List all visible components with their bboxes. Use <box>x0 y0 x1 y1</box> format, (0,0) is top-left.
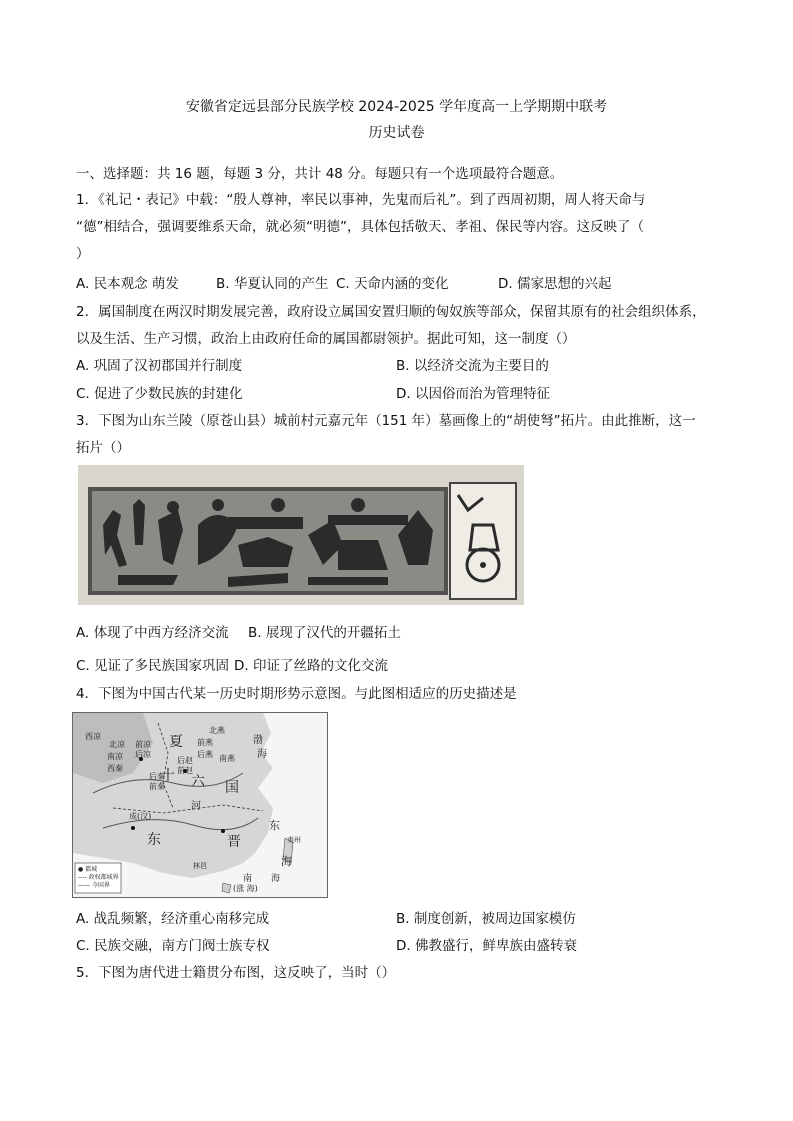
map-legend-capital: ● 都城 <box>78 866 98 873</box>
map-label-guo: 国 <box>225 780 239 796</box>
q5-line-1: 5．下图为唐代进士籍贯分布图，这反映了，当时（） <box>76 965 396 981</box>
map-label-nanhai-sea: 海 <box>271 874 281 884</box>
map-label-beiliang: 北凉 <box>109 740 125 749</box>
map-label-houyan: 后燕 <box>197 750 213 759</box>
q2-option-b: B. 以经济交流为主要目的 <box>396 358 549 374</box>
q1-line-2: “德”相结合，强调要维系天命，就必须“明德”，具体包括敬天、孝祖、保民等内容。这反映了（ <box>76 219 644 235</box>
map-legend-national-border: —— 今国界 <box>78 882 110 889</box>
q4-option-a: A. 战乱频繁，经济重心南移完成 <box>76 911 270 927</box>
q4-option-b: B. 制度创新，被周边国家模仿 <box>396 911 576 927</box>
exam-subtitle: 历史试卷 <box>368 125 425 141</box>
map-label-nanhai: 南 <box>243 874 253 884</box>
map-label-dong: 东 <box>147 832 161 848</box>
historical-map <box>72 712 328 898</box>
map-label-xia: 夏 <box>169 734 183 750</box>
map-label-he: 河 <box>191 801 201 812</box>
q1-option-a: A. 民本观念 萌发 <box>76 276 179 292</box>
map-label-xiqin: 西秦 <box>107 764 123 773</box>
q2-option-a: A. 巩固了汉初郡国并行制度 <box>76 358 243 374</box>
map-label-qianliang: 前凉 <box>135 740 151 749</box>
map-label-bohai: 渤 <box>253 735 263 746</box>
section-instruction: 一、选择题：共 16 题，每题 3 分，共计 48 分。每题只有一个选项最符合题意。 <box>76 166 564 182</box>
map-label-bohai-sea: 海 <box>257 749 267 760</box>
map-label-houliang: 后凉 <box>135 750 151 759</box>
q1-line-1: 1．《礼记・表记》中载：“殷人尊神，率民以事神，先鬼而后礼”。到了西周初期，周人将天命与 <box>76 192 646 208</box>
q3-option-c: C. 见证了多民族国家巩固 <box>76 658 230 674</box>
map-label-houzhao: 后赵 <box>177 756 193 765</box>
map-label-qianzhao: 前赵 <box>177 766 193 775</box>
map-label-beiyan: 北燕 <box>209 726 225 735</box>
q2-line-2: 以及生活、生产习惯，政治上由政府任命的属国都尉领护。据此可知，这一制度（） <box>76 331 576 347</box>
rubbing-image <box>78 465 524 605</box>
map-label-qianyan: 前燕 <box>197 738 213 747</box>
q1-option-c: C. 天命内涵的变化 <box>336 276 449 292</box>
q3-option-d: D. 印证了丝路的文化交流 <box>234 658 388 674</box>
map-label-xiliang: 西凉 <box>85 732 101 741</box>
q1-option-b: B. 华夏认同的产生 <box>216 276 329 292</box>
q3-option-a: A. 体现了中西方经济交流 <box>76 625 229 641</box>
q4-line-1: 4．下图为中国古代某一历史时期形势示意图。与此图相适应的历史描述是 <box>76 686 517 702</box>
q4-option-c: C. 民族交融，南方门阀士族专权 <box>76 938 270 954</box>
map-label-houqin: 后秦 <box>149 772 165 781</box>
q2-option-c: C. 促进了少数民族的封建化 <box>76 386 243 402</box>
map-label-donghai-sea: 海 <box>281 855 292 868</box>
map-label-shi: 十 <box>161 768 175 784</box>
q1-line-3: ） <box>76 246 90 262</box>
q3-line-1: 3．下图为山东兰陵（原苍山县）城前村元嘉元年（151 年）墓画像上的“胡使弩”拓片。由此推断，这一 <box>76 413 696 429</box>
q2-line-1: 2．属国制度在两汉时期发展完善，政府设立属国安置归顺的匈奴族等部众，保留其原有的社会组织体系， <box>76 304 706 320</box>
map-label-zhanghai: (涨 海) <box>233 884 258 893</box>
map-label-nanyan: 南燕 <box>219 754 235 763</box>
map-label-donghai: 东 <box>269 819 280 832</box>
q1-option-d: D. 儒家思想的兴起 <box>498 276 612 292</box>
map-label-jin: 晋 <box>227 834 241 850</box>
map-label-qianqin: 前秦 <box>149 782 165 791</box>
map-label-liu: 六 <box>191 774 205 790</box>
q3-line-2: 拓片（） <box>76 440 130 456</box>
q4-option-d: D. 佛教盛行，鲜卑族由盛转衰 <box>396 938 577 954</box>
map-label-cheng-han: 成(汉) <box>129 812 152 821</box>
map-label-yizhou: 夷州 <box>287 836 301 844</box>
q2-option-d: D. 以因俗而治为管理特征 <box>396 386 550 402</box>
map-label-nanliang: 南凉 <box>107 752 123 761</box>
map-label-linyi: 林邑 <box>193 862 207 870</box>
exam-title: 安徽省定远县部分民族学校 2024-2025 学年度高一上学期期中联考 <box>185 99 608 115</box>
map-legend-regime-border: ---- 政权都城界 <box>78 874 119 881</box>
q3-option-b: B. 展现了汉代的开疆拓土 <box>248 625 401 641</box>
rubbing-illustration <box>78 465 524 605</box>
